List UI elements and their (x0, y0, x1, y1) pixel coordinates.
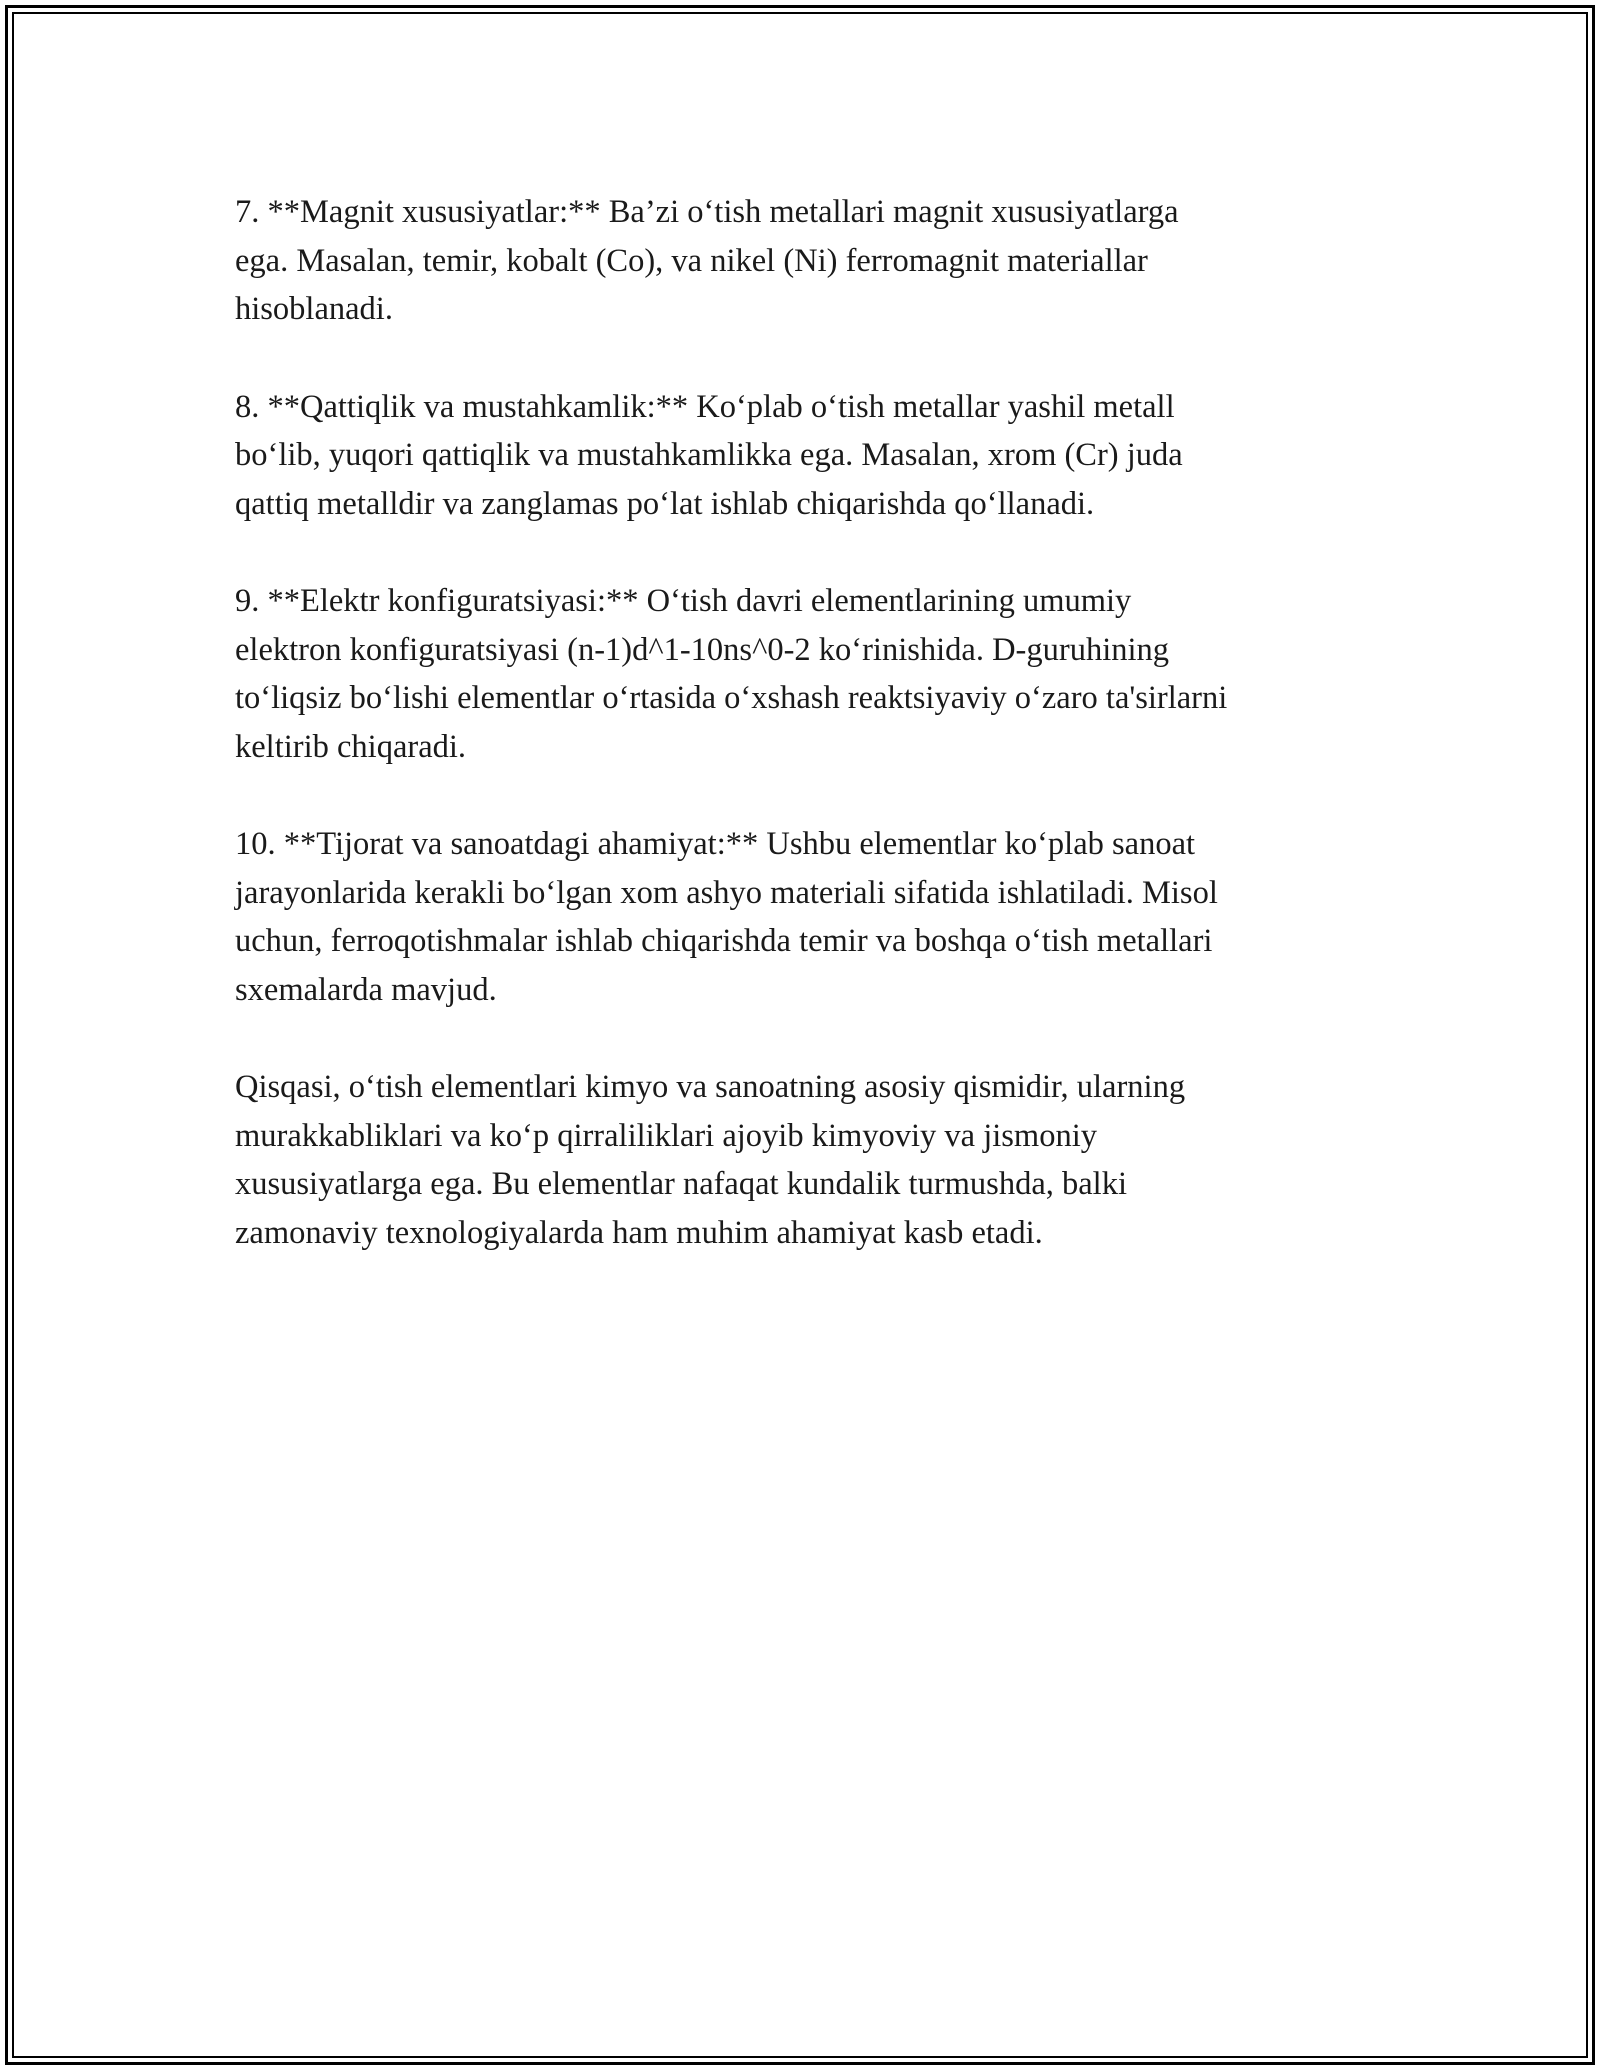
document-body (235, 188, 1370, 1306)
paragraph-electron-configuration: 9. **Elektr konfiguratsiyasi:** O‘tish davri elementlarining umumiy elektron konfiguratsiyasi (n-1)d^1-10ns^0-2 ko‘rinishida. D-guruhining to‘liqsiz bo‘lishi elementlar o‘rtasida o‘xshash reaktsiyaviy o‘zaro ta'sirlarni keltirib chiqaradi. (235, 583, 1228, 765)
paragraph-industrial-importance: 10. **Tijorat va sanoatdagi ahamiyat:** Ushbu elementlar ko‘plab sanoat jarayonlarida kerakli bo‘lgan xom ashyo materiali sifatida ishlatiladi. Misol uchun, ferroqotishmalar ishlab chiqarishda temir va boshqa o‘tish metallari sxemalarda mavjud. (235, 826, 1218, 1008)
paragraph-summary: Qisqasi, o‘tish elementlari kimyo va sanoatning asosiy qismidir, ularning murakkabliklari va ko‘p qirraliliklari ajoyib kimyoviy va jismoniy xususiyatlarga ega. Bu elementlar nafaqat kundalik turmushda, balki zamonaviy texnologiyalarda ham muhim ahamiyat kasb etadi. (235, 1069, 1186, 1251)
paragraph-magnetic-properties: 7. **Magnit xususiyatlar:** Ba’zi o‘tish metallari magnit xususiyatlarga ega. Masalan, temir, kobalt (Co), va nikel (Ni) ferromagnit materiallar hisoblanadi. (235, 194, 1179, 327)
paragraph-hardness-strength: 8. **Qattiqlik va mustahkamlik:** Ko‘plab o‘tish metallar yashil metall bo‘lib, yuqori qattiqlik va mustahkamlikka ega. Masalan, xrom (Cr) juda qattiq metalldir va zanglamas po‘lat ishlab chiqarishda qo‘llanadi. (235, 388, 1183, 522)
